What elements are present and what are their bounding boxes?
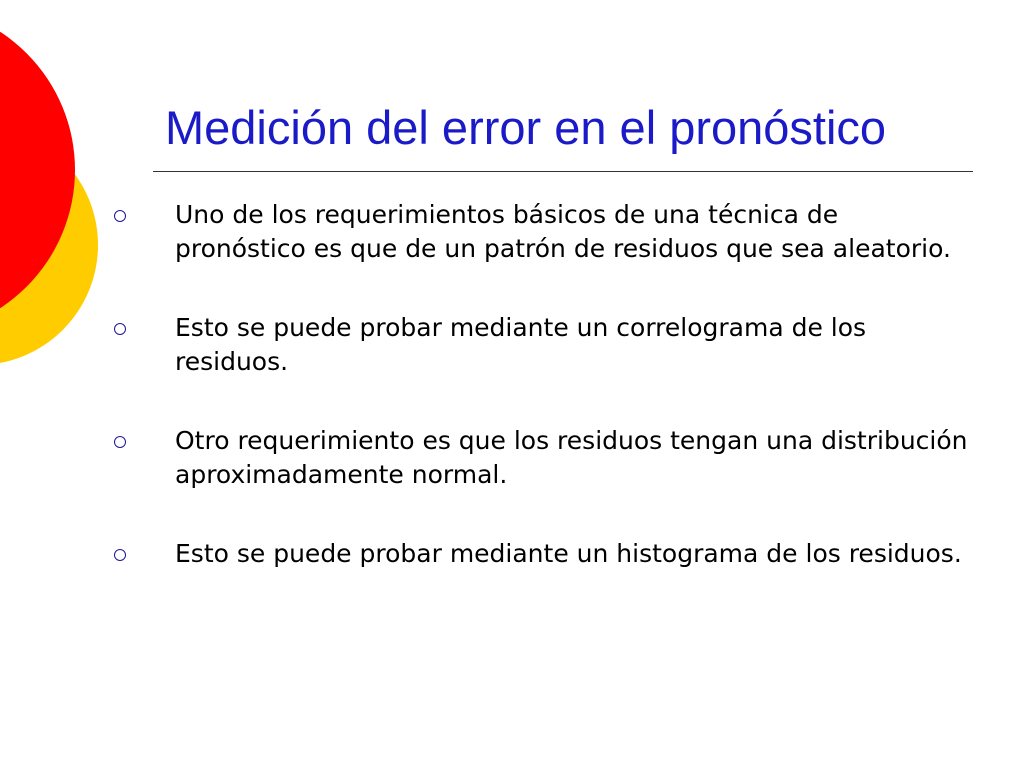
bullet-text: Esto se puede probar mediante un correlograma de los residuos. <box>175 313 867 376</box>
decorative-circles <box>0 0 110 420</box>
hollow-circle-bullet-icon <box>114 436 126 448</box>
bullet-item <box>110 311 970 379</box>
slide-title: Medición del error en el pronóstico <box>165 101 887 154</box>
title-divider <box>153 171 973 172</box>
bullet-text: Esto se puede probar mediante un histograma de los residuos. <box>175 539 962 568</box>
bullet-item <box>110 537 970 571</box>
bullet-item <box>110 424 970 492</box>
hollow-circle-bullet-icon <box>114 323 126 335</box>
bullet-text: Uno de los requerimientos básicos de una técnica de pronóstico es que de un patrón de residuos que sea aleatorio. <box>175 200 951 263</box>
bullet-item <box>110 198 970 266</box>
hollow-circle-bullet-icon <box>114 549 126 561</box>
bullet-text: Otro requerimiento es que los residuos tengan una distribución aproximadamente normal. <box>175 426 968 489</box>
hollow-circle-bullet-icon <box>114 210 126 222</box>
bullet-list <box>110 198 970 616</box>
